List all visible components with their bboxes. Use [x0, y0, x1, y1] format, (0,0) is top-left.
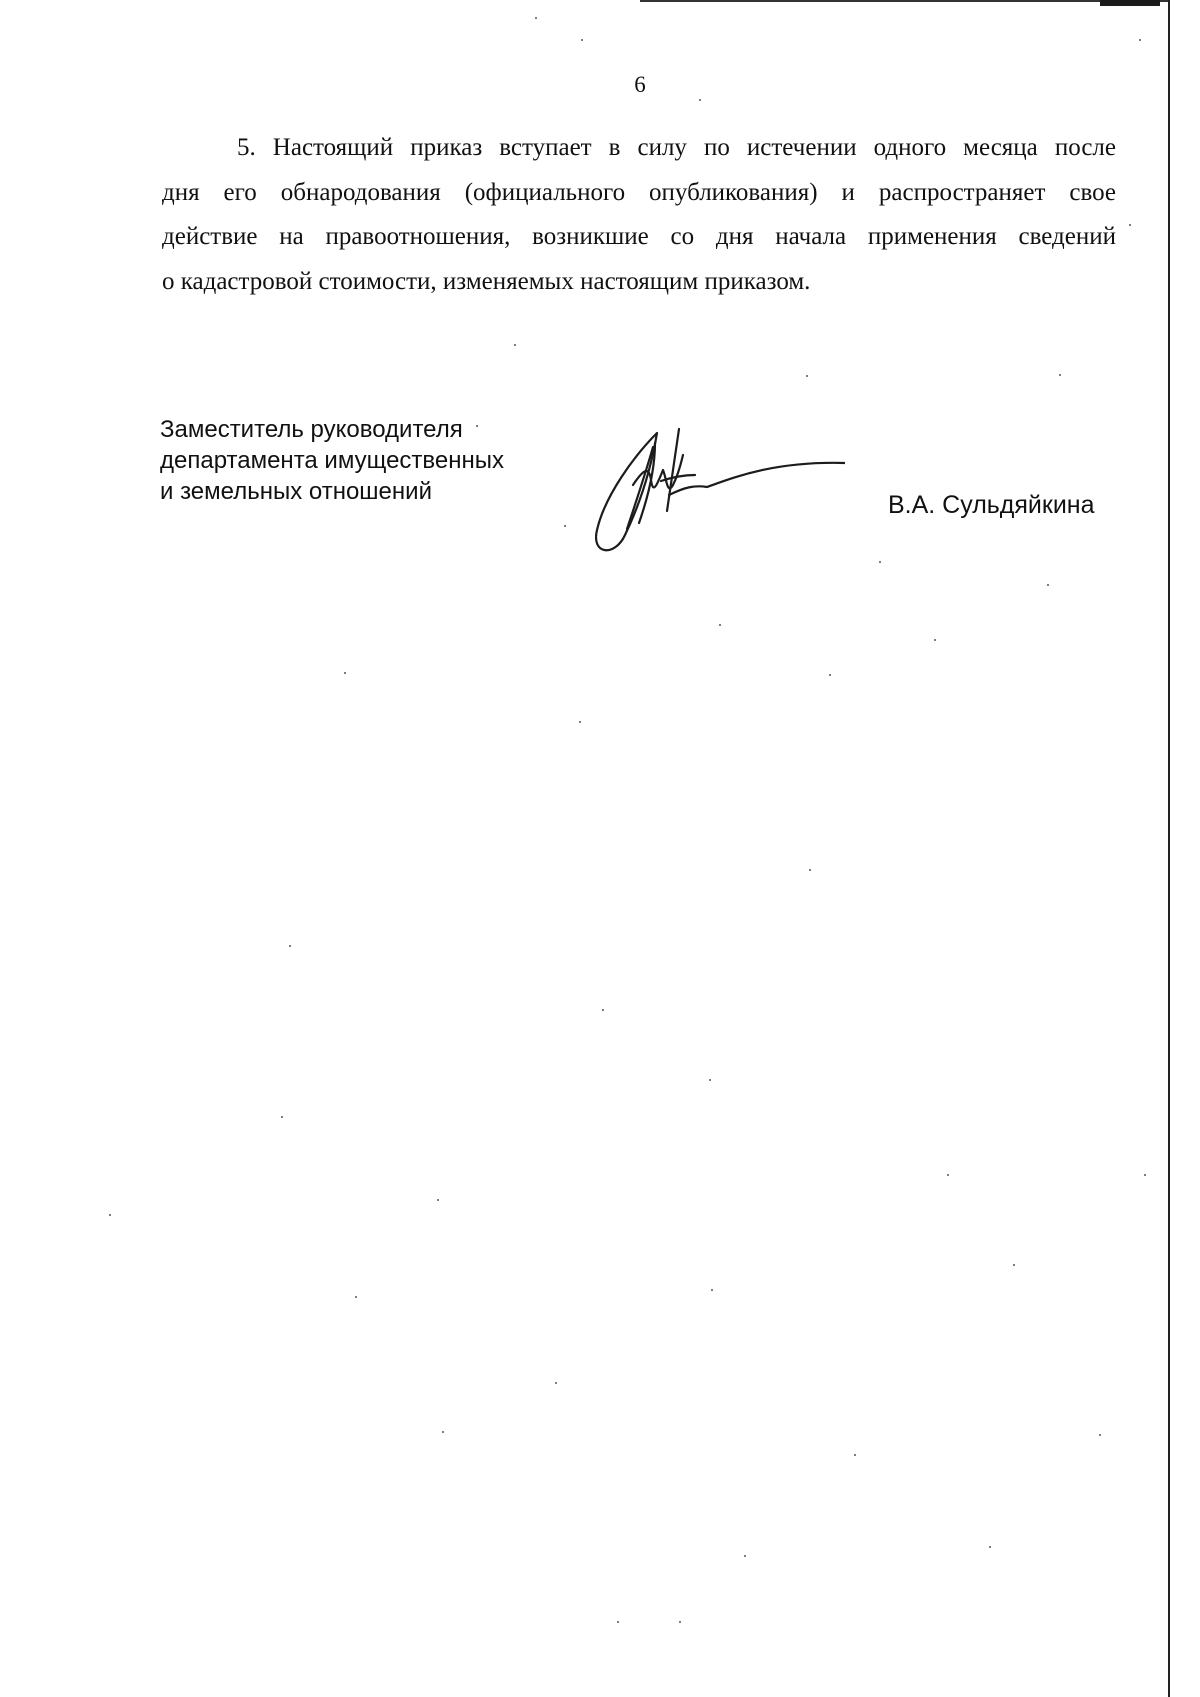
page-number: 6 — [634, 72, 646, 97]
signer-position-line: и земельных отношений — [160, 478, 432, 505]
signer-position-line: департамента имущественных — [160, 447, 505, 474]
paragraph-line: о кадастровой стоимости, изменяемых настоящим приказом. — [162, 267, 811, 295]
signer-name: В.А. Сульдяйкина — [888, 491, 1095, 519]
paragraph-line: действие на правоотношения, возникшие со дня начала применения сведений — [162, 223, 1116, 250]
paragraph-line: 5. Настоящий приказ вступает в силу по истечении одного месяца после — [237, 134, 1116, 161]
paragraph-line: дня его обнародования (официального опубликования) и распространяет свое — [162, 178, 1116, 206]
signer-position-line: Заместитель руководителя — [160, 416, 463, 443]
